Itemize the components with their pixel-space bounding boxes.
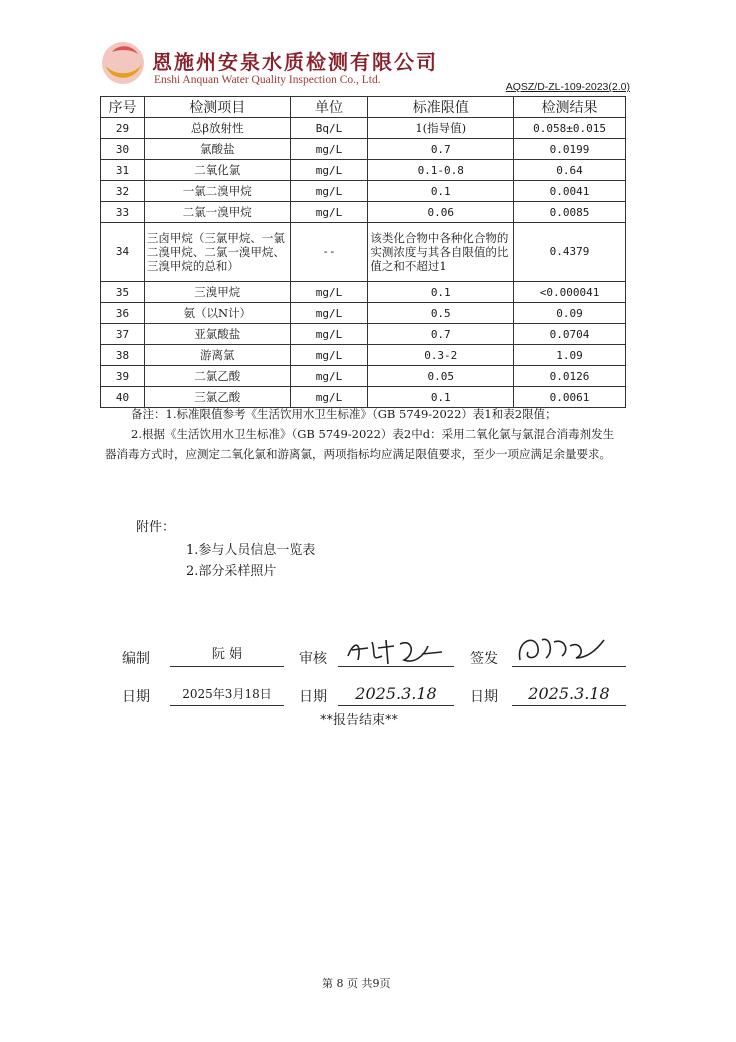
- cell-unit: mg/L: [290, 324, 368, 345]
- cell-item: 氨（以N计）: [144, 303, 290, 324]
- date-label: 日期: [470, 689, 498, 705]
- issue-date: 2025.3.18: [512, 679, 626, 706]
- cell-unit: mg/L: [290, 202, 368, 223]
- cell-unit: mg/L: [290, 282, 368, 303]
- cell-result: 0.0704: [514, 324, 626, 345]
- table-row: [101, 223, 626, 282]
- cell-index: 29: [101, 118, 145, 139]
- cell-unit: mg/L: [290, 345, 368, 366]
- cell-index: 40: [101, 387, 145, 408]
- cell-item: 二氯一溴甲烷: [144, 202, 290, 223]
- date-label: 日期: [299, 689, 327, 705]
- cell-item: 二氯乙酸: [144, 366, 290, 387]
- attachment-item: 2.部分采样照片: [186, 564, 277, 579]
- cell-limit: 0.1: [368, 387, 514, 408]
- cell-item: 三溴甲烷: [144, 282, 290, 303]
- cell-item: 总β放射性: [144, 118, 290, 139]
- header-unit: 单位: [290, 97, 368, 118]
- cell-index: 31: [101, 160, 145, 181]
- cell-unit: mg/L: [290, 181, 368, 202]
- company-name-en: Enshi Anquan Water Quality Inspection Co., Ltd.: [154, 74, 381, 86]
- cell-limit: 0.7: [368, 139, 514, 160]
- review-label: 审核: [299, 651, 327, 667]
- table-row: [101, 324, 626, 345]
- cell-index: 35: [101, 282, 145, 303]
- document-code: AQSZ/D-ZL-109-2023(2.0): [505, 81, 630, 93]
- table-row: [101, 160, 626, 181]
- note-1: 备注：1.标准限值参考《生活饮用水卫生标准》（GB 5749-2022）表1和表2限值；: [131, 407, 557, 421]
- cell-limit: 0.7: [368, 324, 514, 345]
- date-label: 日期: [122, 689, 150, 705]
- cell-item: 一氯二溴甲烷: [144, 181, 290, 202]
- cell-limit: 该类化合物中各种化合物的实测浓度与其各自限值的比值之和不超过1: [368, 223, 514, 282]
- cell-result: 0.0199: [514, 139, 626, 160]
- cell-limit: 0.3-2: [368, 345, 514, 366]
- cell-index: 38: [101, 345, 145, 366]
- table-row: [101, 282, 626, 303]
- note-2: 2.根据《生活饮用水卫生标准》（GB 5749-2022）表2中d：采用二氧化氯与氯混合消毒剂发生器消毒方式时，应测定二氧化氯和游离氯，两项指标均应满足限值要求，至少一项应满足余量要求。: [105, 427, 615, 461]
- cell-item: 氯酸盐: [144, 139, 290, 160]
- cell-unit: --: [290, 223, 368, 282]
- table-row: [101, 181, 626, 202]
- header-limit: 标准限值: [368, 97, 514, 118]
- header-index: 序号: [101, 97, 145, 118]
- cell-limit: 0.05: [368, 366, 514, 387]
- company-logo: [100, 40, 146, 86]
- cell-unit: mg/L: [290, 303, 368, 324]
- results-table: [100, 96, 626, 408]
- cell-index: 33: [101, 202, 145, 223]
- cell-unit: Bq/L: [290, 118, 368, 139]
- compile-date: 2025年3月18日: [170, 679, 284, 706]
- cell-limit: 1(指导值): [368, 118, 514, 139]
- cell-index: 34: [101, 223, 145, 282]
- header-item: 检测项目: [144, 97, 290, 118]
- issuer-signature: [514, 630, 614, 668]
- reviewer-signature: [342, 634, 452, 670]
- cell-item: 亚氯酸盐: [144, 324, 290, 345]
- cell-item: 游离氯: [144, 345, 290, 366]
- company-name-cn: 恩施州安泉水质检测有限公司: [152, 50, 438, 74]
- cell-limit: 0.1-0.8: [368, 160, 514, 181]
- compiler-name: 阮 娟: [170, 640, 284, 667]
- cell-result: 0.4379: [514, 223, 626, 282]
- cell-result: 0.0085: [514, 202, 626, 223]
- report-end: **报告结束**: [320, 713, 399, 728]
- table-row: [101, 345, 626, 366]
- cell-result: 0.0126: [514, 366, 626, 387]
- cell-result: 0.64: [514, 160, 626, 181]
- review-date: 2025.3.18: [338, 679, 454, 706]
- cell-index: 36: [101, 303, 145, 324]
- table-row: [101, 118, 626, 139]
- cell-result: 0.0061: [514, 387, 626, 408]
- cell-limit: 0.1: [368, 282, 514, 303]
- report-header: [100, 40, 630, 96]
- page-number: 第 8 页 共9页: [322, 977, 391, 990]
- cell-limit: 0.5: [368, 303, 514, 324]
- cell-index: 32: [101, 181, 145, 202]
- notes: [105, 404, 625, 464]
- cell-item: 三卤甲烷（三氯甲烷、一氯二溴甲烷、二氯一溴甲烷、三溴甲烷的总和）: [144, 223, 290, 282]
- cell-unit: mg/L: [290, 387, 368, 408]
- issue-label: 签发: [470, 651, 498, 667]
- attachment-item: 1.参与人员信息一览表: [186, 543, 316, 558]
- cell-item: 二氧化氯: [144, 160, 290, 181]
- table-header-row: [101, 97, 626, 118]
- header-result: 检测结果: [514, 97, 626, 118]
- cell-unit: mg/L: [290, 366, 368, 387]
- table-row: [101, 139, 626, 160]
- cell-result: <0.000041: [514, 282, 626, 303]
- cell-result: 0.0041: [514, 181, 626, 202]
- table-body: [101, 118, 626, 408]
- cell-index: 37: [101, 324, 145, 345]
- attachments-title: 附件：: [136, 520, 176, 535]
- compile-label: 编制: [122, 651, 150, 667]
- cell-unit: mg/L: [290, 139, 368, 160]
- cell-result: 0.058±0.015: [514, 118, 626, 139]
- cell-index: 39: [101, 366, 145, 387]
- table-row: [101, 202, 626, 223]
- table-row: [101, 366, 626, 387]
- cell-limit: 0.06: [368, 202, 514, 223]
- table-row: [101, 303, 626, 324]
- cell-index: 30: [101, 139, 145, 160]
- cell-limit: 0.1: [368, 181, 514, 202]
- cell-result: 0.09: [514, 303, 626, 324]
- cell-unit: mg/L: [290, 160, 368, 181]
- cell-item: 三氯乙酸: [144, 387, 290, 408]
- cell-result: 1.09: [514, 345, 626, 366]
